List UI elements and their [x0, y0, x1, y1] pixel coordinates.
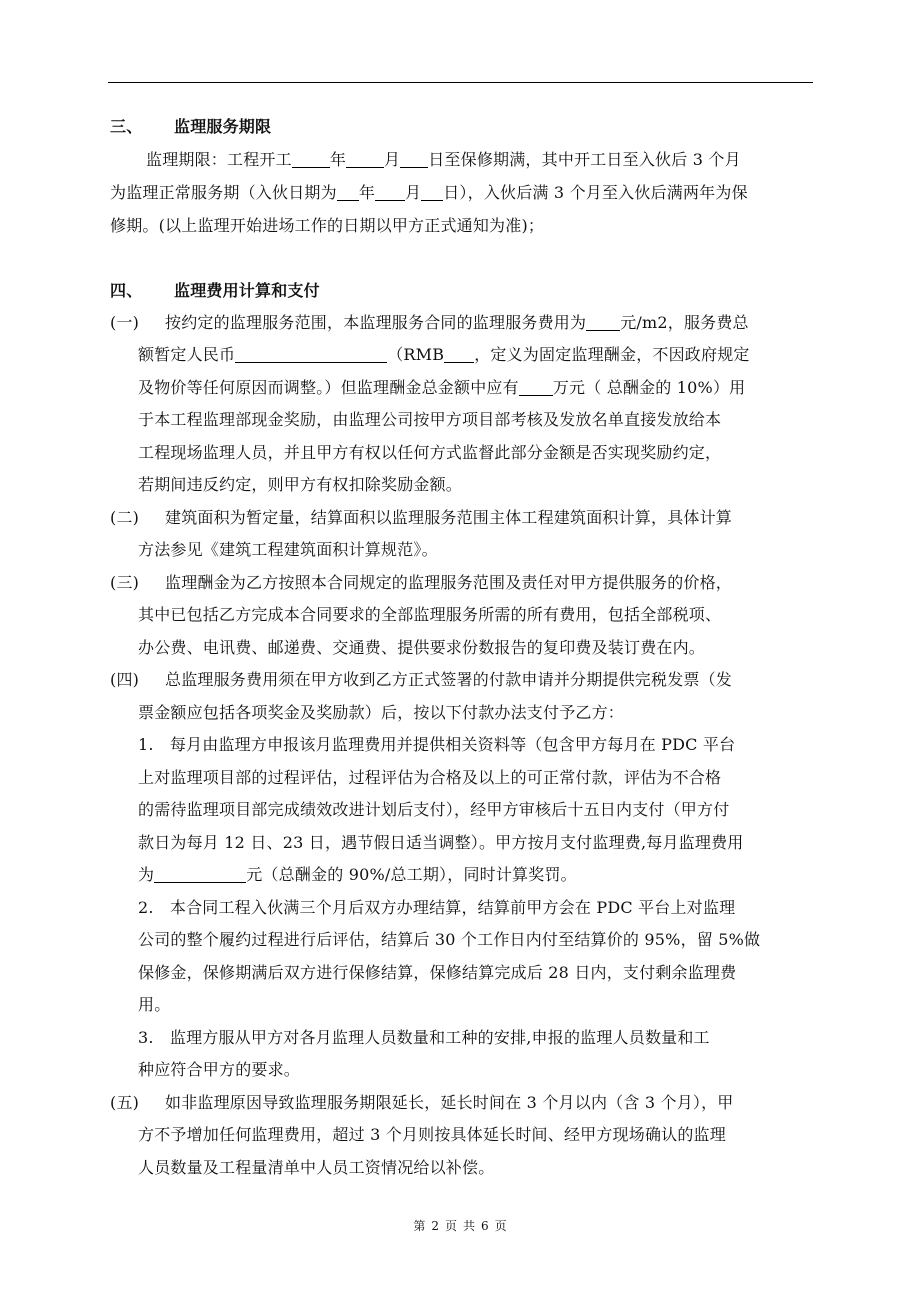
paragraph-line: 为 元（总酬金的 90%/总工期），同时计算奖罚。: [138, 865, 577, 884]
page-total: 6: [481, 1219, 489, 1233]
blank-field: [421, 184, 443, 201]
clause-label: (五): [110, 1093, 140, 1112]
section-title: 监理服务期限: [174, 117, 272, 136]
paragraph-line: 方法参见《建筑工程建筑面积计算规范》。: [138, 540, 438, 559]
blank-field: [444, 346, 474, 363]
paragraph-line: 方不予增加任何监理费用，超过 3 个月则按具体延长时间、经甲方现场确认的监理: [138, 1125, 726, 1144]
paragraph-line: 用。: [138, 995, 171, 1014]
paragraph-line: 按约定的监理服务范围，本监理服务合同的监理服务费用为 元/m2，服务费总: [165, 313, 749, 332]
list-item: 3. 监理方服从甲方对各月监理人员数量和工种的安排,申报的监理人员数量和工: [138, 1028, 710, 1047]
section-title: 监理费用计算和支付: [174, 281, 320, 300]
paragraph-line: 建筑面积为暂定量，结算面积以监理服务范围主体工程建筑面积计算，具体计算: [165, 508, 733, 527]
paragraph-line: 为监理正常服务期（入伙日期为 年 月 日），入伙后满 3 个月至入伙后满两年为保: [110, 183, 748, 202]
blank-field: [154, 866, 246, 883]
blank-field: [400, 151, 428, 168]
blank-field: [337, 184, 359, 201]
paragraph-line: 额暂定人民币 （RMB ，定义为固定监理酬金，不因政府规定: [138, 345, 750, 364]
paragraph-line: 于本工程监理部现金奖励，由监理公司按甲方项目部考核及发放名单直接发放给本: [138, 410, 722, 429]
header-rule: [108, 82, 813, 83]
blank-field: [346, 151, 384, 168]
paragraph-line: 如非监理原因导致监理服务期限延长，延长时间在 3 个月以内（含 3 个月），甲: [165, 1093, 734, 1112]
paragraph-line: 保修金，保修期满后双方进行保修结算，保修结算完成后 28 日内，支付剩余监理费: [138, 963, 737, 982]
paragraph-line: 工程现场监理人员，并且甲方有权以任何方式监督此部分金额是否实现奖励约定，: [138, 443, 722, 462]
paragraph-line: 的需待监理项目部完成绩效改进计划后支付），经甲方审核后十五日内支付（甲方付: [138, 800, 730, 819]
clause-label: (一): [110, 313, 140, 332]
paragraph-line: 票金额应包括各项奖金及奖励款）后，按以下付款办法支付予乙方：: [138, 703, 625, 722]
blank-field: [235, 346, 387, 363]
paragraph-line: 其中已包括乙方完成本合同要求的全部监理服务所需的所有费用，包括全部税项、: [138, 605, 722, 624]
section-number: 四、: [110, 281, 143, 300]
paragraph-line: 监理期限：工程开工 年 月 日至保修期满，其中开工日至入伙后 3 个月: [146, 150, 741, 169]
paragraph-line: 人员数量及工程量清单中人员工资情况给以补偿。: [138, 1158, 495, 1177]
section-heading-4: [110, 281, 320, 301]
page-number: 2: [431, 1219, 439, 1233]
blank-field: [292, 151, 330, 168]
list-item: 2. 本合同工程入伙满三个月后双方办理结算，结算前甲方会在 PDC 平台上对监理: [138, 898, 736, 917]
blank-field: [519, 379, 553, 396]
blank-field: [586, 314, 620, 331]
paragraph-line: 总监理服务费用须在甲方收到乙方正式签署的付款申请并分期提供完税发票（发: [165, 670, 733, 689]
paragraph-line: 修期。(以上监理开始进场工作的日期以甲方正式通知为准)；: [110, 216, 545, 235]
clause-label: (二): [110, 508, 140, 527]
clause-label: (四): [110, 670, 140, 689]
blank-field: [375, 184, 405, 201]
paragraph-line: 若期间违反约定，则甲方有权扣除奖励金额。: [138, 475, 463, 494]
paragraph-line: 上对监理项目部的过程评估，过程评估为合格及以上的可正常付款，评估为不合格: [138, 768, 722, 787]
page-footer: 第 2 页 共 6 页: [413, 1219, 507, 1233]
section-heading-3: [110, 117, 271, 137]
clause-label: (三): [110, 573, 140, 592]
paragraph-line: 款日为每月 12 日、23 日，遇节假日适当调整）。甲方按月支付监理费,每月监理费用: [138, 833, 744, 852]
paragraph-line: 及物价等任何原因而调整。）但监理酬金总金额中应有 万元（ 总酬金的 10%）用: [138, 378, 746, 397]
paragraph-line: 监理酬金为乙方按照本合同规定的监理服务范围及责任对甲方提供服务的价格，: [165, 573, 733, 592]
paragraph-line: 公司的整个履约过程进行后评估，结算后 30 个工作日内付至结算价的 95%，留 5%做: [138, 930, 761, 949]
section-number: 三、: [110, 117, 143, 136]
paragraph-line: 种应符合甲方的要求。: [138, 1060, 301, 1079]
paragraph-line: 办公费、电讯费、邮递费、交通费、提供要求份数报告的复印费及装订费在内。: [138, 638, 706, 657]
list-item: 1. 每月由监理方申报该月监理费用并提供相关资料等（包含甲方每月在 PDC 平台: [138, 735, 736, 754]
